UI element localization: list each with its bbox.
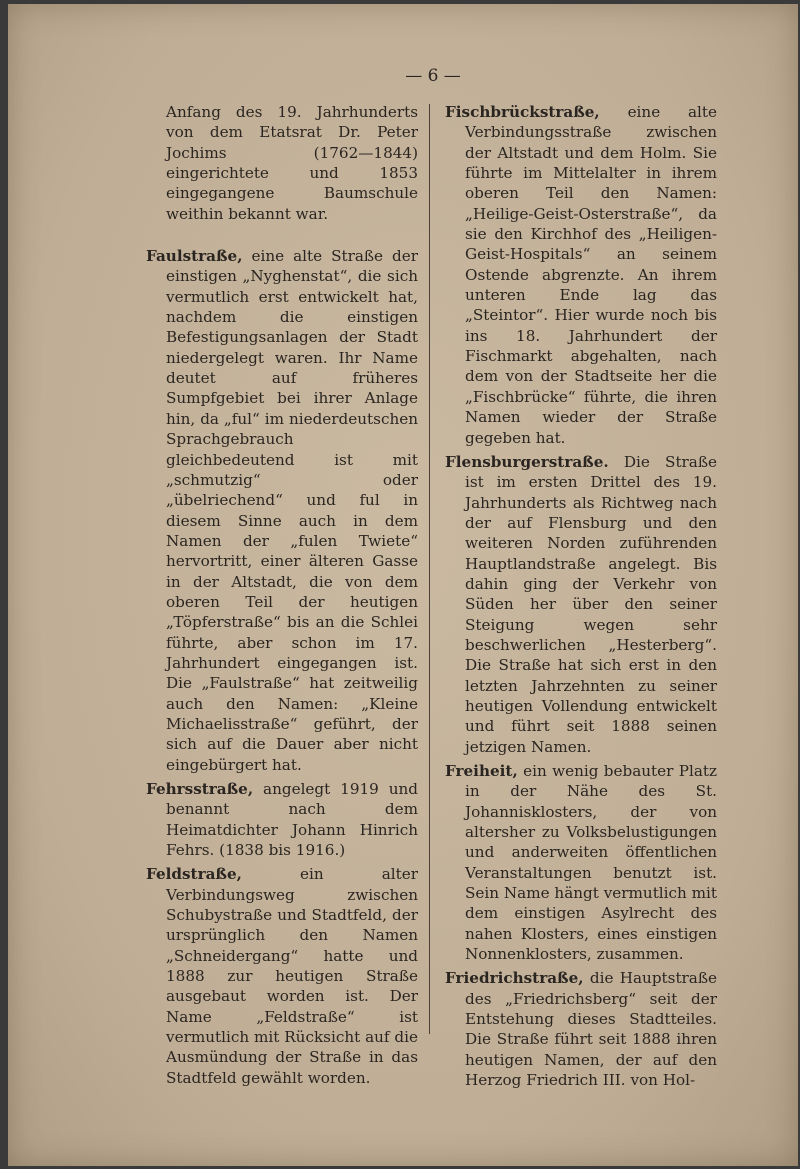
entry-flensburgerstrasse <box>445 452 717 757</box>
entry-text: ein alter Verbindungsweg zwischen Schubystraße und Stadtfeld, der ursprünglich den Namen „Schneidergang“ hatte und 1888 zur heutigen Straße ausgebaut worden ist. Der Name „Feldstraße“ ist vermutlich mit Rücksicht auf die Ausmündung der Straße in das Stadtfeld gewählt worden. <box>166 865 419 1087</box>
entry-text: Die Straße ist im ersten Drittel des 19. Jahrhunderts als Richtweg nach der auf Flensburg und den weiteren Norden zuführenden Hauptlandstraße angelegt. Bis dahin ging der Verkehr von Süden her über den seiner Steigung wegen sehr beschwerlichen „Hesterberg“. Die Straße hat sich erst in den letzten Jahrzehnten zu seiner heutigen Vollendung entwickelt und führt seit 1888 seinen jetzigen Namen. <box>465 452 717 756</box>
book-page <box>8 4 798 1166</box>
entry-faulstrasse <box>146 246 418 775</box>
entry-heading: Feldstraße, <box>146 865 242 884</box>
entry-heading: Friedrichstraße, <box>445 969 584 988</box>
entry-friedrichstrasse <box>445 968 717 1090</box>
entry-feldstrasse <box>146 864 418 1088</box>
continuation-paragraph: Anfang des 19. Jahrhunderts von dem Etatsrat Dr. Peter Jochims (1762—1844) eingerichtete und 1853 eingegangene Baumschule weithin bekannt war. <box>166 103 418 223</box>
entry-freiheit <box>445 761 717 964</box>
entry-fehrsstrasse <box>146 779 418 860</box>
column-divider <box>429 104 430 1034</box>
right-column <box>445 102 717 1095</box>
entry-text: eine alte Straße der einstigen „Nyghenstat“, die sich vermutlich erst entwickelt hat, nachdem die einstigen Befestigungsanlagen der Stadt niedergelegt waren. Ihr Name deutet auf früheres Sumpfgebiet bei ihrer Anlage hin, da „ful“ im niederdeutschen Sprachgebrauch gleichbedeutend ist mit „schmutzig“ oder „übelriechend“ und ful in diesem Sinne auch in dem Namen der „fulen Twiete“ hervortritt, einer älteren Gasse in der Altstadt, die von dem oberen Teil der heutigen „Töpferstraße“ bis an die Schlei führte, aber schon im 17. Jahrhundert eingegangen ist. Die „Faulstraße“ hat zeitweilig auch den Namen: „Kleine Michaelisstraße“ geführt, der sich auf die Dauer aber nicht eingebürgert hat. <box>166 247 418 774</box>
entry-heading: Fischbrückstraße, <box>445 103 600 121</box>
entry-heading: Freiheit, <box>445 762 518 780</box>
entry-heading: Flensburgerstraße. <box>445 452 609 471</box>
entry-text: angelegt 1919 und benannt nach dem Heimatdichter Johann Hinrich Fehrs. (1838 bis 1916.) <box>166 780 419 860</box>
entry-text: ein wenig bebauter Platz in der Nähe des St. Johannisklosters, der von altersher zu Volksbelustigungen und anderweiten öffentlichen Veranstaltungen benutzt ist. Sein Name hängt vermutlich mit dem einstigen Asylrecht des nahen Klosters, eines einstigen Nonnenklosters, zusammen. <box>465 762 717 964</box>
entry-heading: Faulstraße, <box>146 247 243 266</box>
left-column <box>146 102 418 1092</box>
entry-fischbrueckstrasse <box>445 102 717 448</box>
page-number: — 6 — <box>405 66 461 86</box>
entry-text: die Hauptstraße des „Friedrichsberg“ seit der Entstehung dieses Stadtteiles. Die Straße führt seit 1888 ihren heutigen Namen, der auf den Herzog Friedrich III. von Hol- <box>465 969 717 1090</box>
entry-text: eine alte Verbindungsstraße zwischen der Altstadt und dem Holm. Sie führte im Mittelalter in ihrem oberen Teil den Namen: „Heilige-Geist-Osterstraße“, da sie den Kirchhof des „Heiligen-Geist-Hospitals“ an seinem Ostende abgrenzte. An ihrem unteren Ende lag das „Steintor“. Hier wurde noch bis ins 18. Jahrhundert der Fischmarkt abgehalten, nach dem von der Stadtseite her die „Fischbrücke“ führte, die ihren Namen wieder der Straße gegeben hat. <box>465 103 717 447</box>
entry-heading: Fehrsstraße, <box>146 780 254 798</box>
